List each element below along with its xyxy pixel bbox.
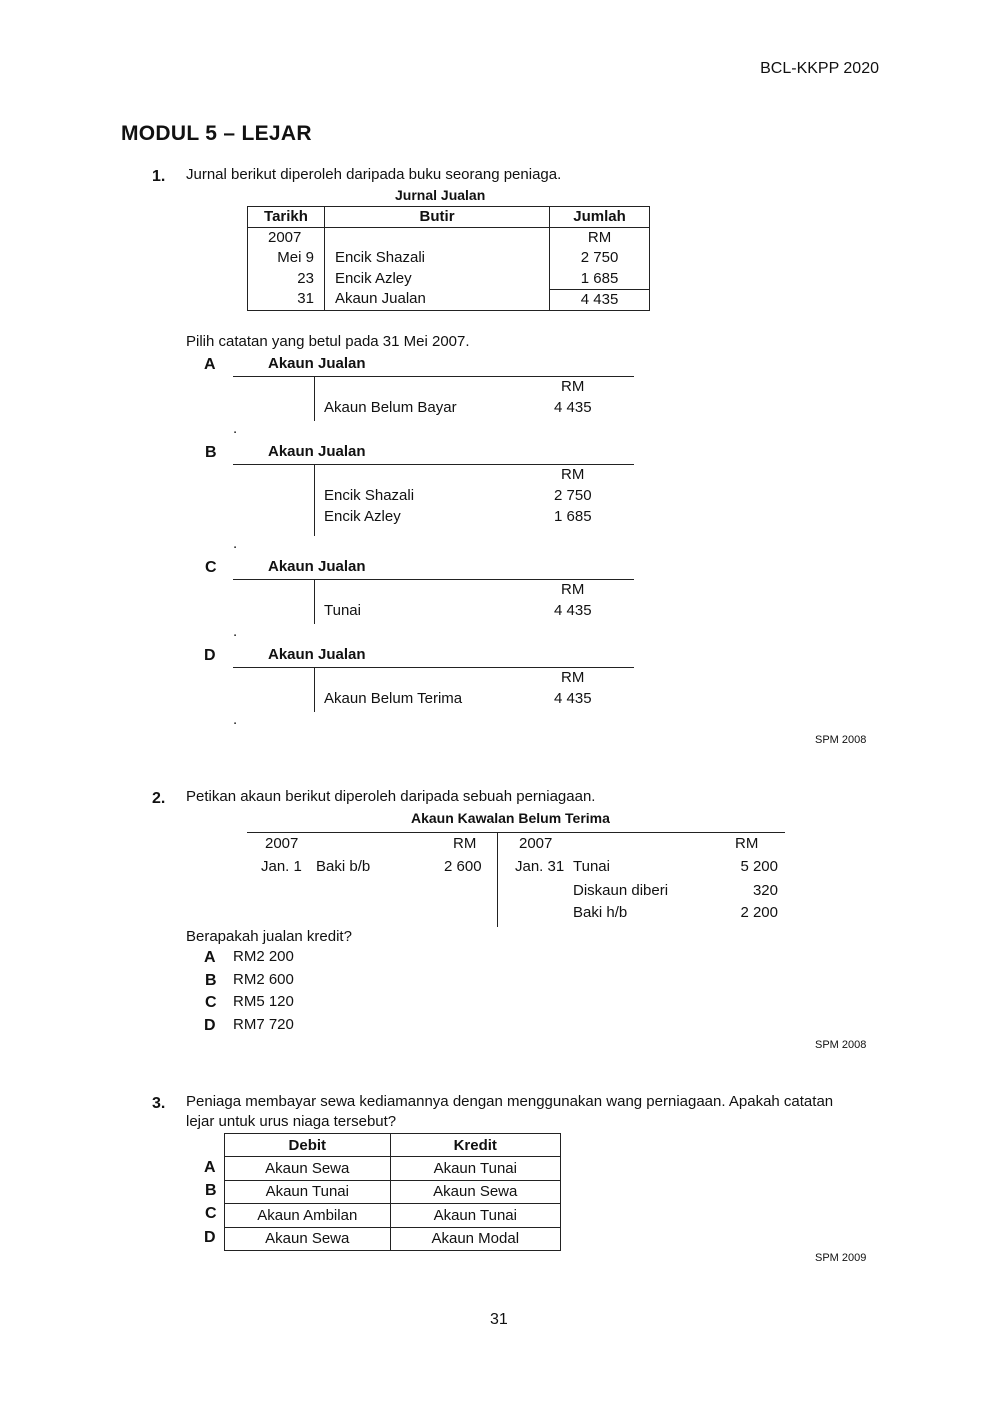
q3-debit-cell: Akaun Sewa bbox=[225, 1157, 391, 1180]
t-account-top-rule bbox=[233, 376, 634, 377]
stray-dot: . bbox=[233, 535, 238, 552]
stray-dot: . bbox=[233, 711, 238, 728]
q1-option-c-title: Akaun Jualan bbox=[268, 558, 366, 575]
q1-option-letter: B bbox=[205, 444, 217, 461]
q1-option-d-rm: RM bbox=[561, 669, 585, 686]
q2-number: 2. bbox=[152, 790, 166, 807]
q3-text-line2: lejar untuk urus niaga tersebut? bbox=[186, 1113, 397, 1130]
credit-entry-amount: 320 bbox=[752, 882, 778, 899]
table-row bbox=[225, 1204, 561, 1227]
q2-option-letter: D bbox=[204, 1017, 216, 1034]
q3-credit-cell: Akaun Tunai bbox=[390, 1157, 560, 1180]
q2-option-letter: B bbox=[205, 972, 217, 989]
q1-option-c-entry-amount: 4 435 bbox=[554, 602, 592, 619]
q1-option-b-entry-name: Encik Shazali bbox=[324, 487, 415, 504]
q3-row-letter: A bbox=[204, 1159, 216, 1176]
document-code: BCL-KKPP 2020 bbox=[760, 60, 879, 77]
q3-header-credit: Kredit bbox=[390, 1134, 560, 1157]
q3-debit-cell: Akaun Tunai bbox=[225, 1180, 391, 1203]
credit-year: 2007 bbox=[519, 835, 553, 852]
t-account-top-rule bbox=[233, 667, 634, 668]
t-account-top-rule bbox=[247, 832, 785, 833]
q1-option-letter: A bbox=[204, 356, 216, 373]
journal-header-date: Tarikh bbox=[248, 207, 325, 228]
q3-row-letter: D bbox=[204, 1229, 216, 1246]
q1-number: 1. bbox=[152, 168, 166, 185]
journal-row-name: Encik Shazali bbox=[324, 248, 549, 269]
q1-option-d-title: Akaun Jualan bbox=[268, 646, 366, 663]
q3-row-letter: B bbox=[205, 1182, 217, 1199]
q3-header-debit: Debit bbox=[225, 1134, 391, 1157]
q2-source: SPM 2008 bbox=[815, 1039, 867, 1051]
q1-option-d-entry-amount: 4 435 bbox=[554, 690, 592, 707]
q3-source: SPM 2009 bbox=[815, 1252, 867, 1264]
t-account-divider bbox=[497, 833, 498, 927]
credit-entry-name: Baki h/b bbox=[573, 904, 628, 921]
q1-option-b-title: Akaun Jualan bbox=[268, 443, 366, 460]
debit-entry-name: Baki b/b bbox=[316, 858, 371, 875]
debit-rm: RM bbox=[453, 835, 477, 852]
q1-journal-table bbox=[247, 206, 650, 311]
table-row bbox=[225, 1180, 561, 1203]
t-account-top-rule bbox=[233, 464, 634, 465]
q2-option-text: RM5 120 bbox=[233, 993, 294, 1010]
q1-option-d-entry-name: Akaun Belum Terima bbox=[324, 690, 463, 707]
q3-debit-cell: Akaun Ambilan bbox=[225, 1204, 391, 1227]
journal-row-date: Mei 9 bbox=[248, 248, 325, 269]
credit-entry-date: Jan. 31 bbox=[515, 858, 565, 875]
journal-header-amount: Jumlah bbox=[550, 207, 650, 228]
q2-option-letter: C bbox=[205, 994, 217, 1011]
q1-option-letter: D bbox=[204, 647, 216, 664]
q1-option-a-entry-name: Akaun Belum Bayar bbox=[324, 399, 457, 416]
page-title: MODUL 5 – LEJAR bbox=[121, 122, 312, 145]
credit-entry-amount: 2 200 bbox=[740, 904, 778, 921]
credit-entry-name: Diskaun diberi bbox=[573, 882, 669, 899]
stray-dot: . bbox=[233, 420, 238, 437]
q1-option-b-entry-amount: 2 750 bbox=[554, 487, 592, 504]
q1-option-b-entry-amount: 1 685 bbox=[554, 508, 592, 525]
journal-row bbox=[248, 289, 650, 310]
journal-row-total: 4 435 bbox=[550, 289, 650, 310]
q1-option-b-rm: RM bbox=[561, 466, 585, 483]
q1-option-c-rm: RM bbox=[561, 581, 585, 598]
q2-option-text: RM7 720 bbox=[233, 1016, 294, 1033]
q1-option-b-entry-name: Encik Azley bbox=[324, 508, 401, 525]
table-row bbox=[225, 1157, 561, 1180]
journal-row bbox=[248, 269, 650, 290]
credit-entry-amount: 5 200 bbox=[740, 858, 778, 875]
t-account-divider bbox=[314, 580, 315, 624]
journal-row-amount: 1 685 bbox=[550, 269, 650, 290]
q3-debit-cell: Akaun Sewa bbox=[225, 1227, 391, 1250]
credit-entry-name: Tunai bbox=[573, 858, 610, 875]
debit-entry-date: Jan. 1 bbox=[261, 858, 302, 875]
journal-row-date: 31 bbox=[248, 289, 325, 310]
q2-question: Berapakah jualan kredit? bbox=[186, 928, 352, 945]
table-row bbox=[225, 1227, 561, 1250]
q1-option-a-title: Akaun Jualan bbox=[268, 355, 366, 372]
debit-entry-amount: 2 600 bbox=[444, 858, 482, 875]
q1-text: Jurnal berikut diperoleh daripada buku seorang peniaga. bbox=[186, 166, 562, 183]
q1-option-a-rm: RM bbox=[561, 378, 585, 395]
stray-dot: . bbox=[233, 623, 238, 640]
journal-row-name: Encik Azley bbox=[324, 269, 549, 290]
debit-year: 2007 bbox=[265, 835, 299, 852]
t-account-top-rule bbox=[233, 579, 634, 580]
q3-credit-cell: Akaun Sewa bbox=[390, 1180, 560, 1203]
page-number: 31 bbox=[490, 1311, 508, 1328]
journal-row-name: Akaun Jualan bbox=[324, 289, 549, 310]
journal-currency: RM bbox=[550, 228, 650, 249]
t-account-divider bbox=[314, 465, 315, 536]
credit-rm: RM bbox=[735, 835, 759, 852]
q3-credit-cell: Akaun Tunai bbox=[390, 1204, 560, 1227]
q1-option-letter: C bbox=[205, 559, 217, 576]
q2-option-text: RM2 200 bbox=[233, 948, 294, 965]
q2-option-letter: A bbox=[204, 949, 216, 966]
q3-text-line1: Peniaga membayar sewa kediamannya dengan menggunakan wang perniagaan. Apakah catatan bbox=[186, 1093, 834, 1110]
journal-row-date: 23 bbox=[248, 269, 325, 290]
journal-year: 2007 bbox=[248, 228, 325, 249]
q2-option-text: RM2 600 bbox=[233, 971, 294, 988]
q3-number: 3. bbox=[152, 1095, 166, 1112]
q3-ledger-table bbox=[224, 1133, 561, 1251]
journal-row-amount: 2 750 bbox=[550, 248, 650, 269]
q1-prompt: Pilih catatan yang betul pada 31 Mei 2007. bbox=[186, 333, 470, 350]
journal-header-particulars: Butir bbox=[324, 207, 549, 228]
q1-option-a-entry-amount: 4 435 bbox=[554, 399, 592, 416]
t-account-divider bbox=[314, 668, 315, 712]
q2-text: Petikan akaun berikut diperoleh daripada sebuah perniagaan. bbox=[186, 788, 596, 805]
journal-row bbox=[248, 248, 650, 269]
q2-account-title: Akaun Kawalan Belum Terima bbox=[411, 810, 610, 826]
q3-row-letter: C bbox=[205, 1205, 217, 1222]
q3-credit-cell: Akaun Modal bbox=[390, 1227, 560, 1250]
q1-option-c-entry-name: Tunai bbox=[324, 602, 361, 619]
q1-journal-title: Jurnal Jualan bbox=[395, 187, 486, 203]
q1-source: SPM 2008 bbox=[815, 734, 867, 746]
t-account-divider bbox=[314, 377, 315, 421]
